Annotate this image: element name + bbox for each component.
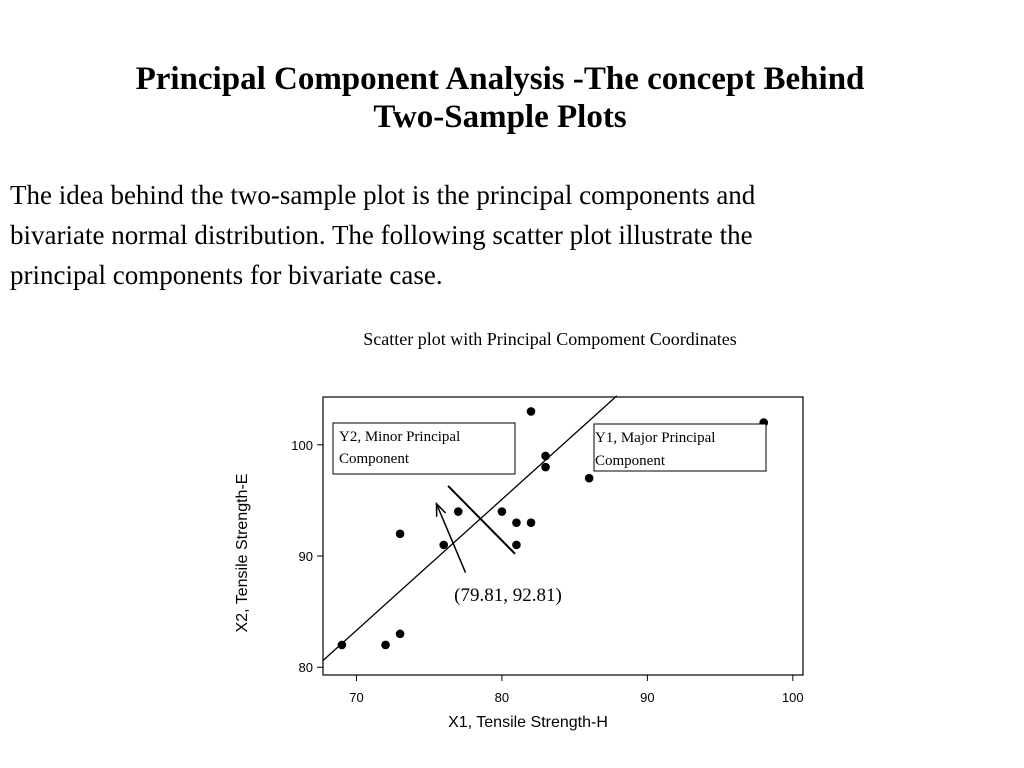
- y-axis-label: X2, Tensile Strength-E: [234, 473, 251, 633]
- minor-component-label: Y2, Minor Principal: [339, 429, 461, 445]
- scatter-chart: [0, 320, 1024, 740]
- paragraph-line: bivariate normal distribution. The following scatter plot illustrate the: [10, 220, 753, 250]
- data-point: [439, 541, 448, 550]
- data-point: [396, 529, 405, 538]
- y-tick-label: 90: [298, 549, 313, 565]
- data-point: [541, 452, 550, 461]
- y-tick-label: 80: [298, 660, 313, 676]
- major-component-label: Y1, Major Principal: [595, 430, 716, 446]
- data-point: [541, 463, 550, 472]
- x-tick-label: 80: [494, 690, 510, 705]
- x-tick-label: 100: [781, 690, 804, 705]
- slide-title-line: Two-Sample Plots: [373, 99, 627, 135]
- x-tick-label: 70: [349, 690, 364, 705]
- slide-title: [0, 60, 1000, 136]
- data-point: [338, 641, 347, 650]
- paragraph-line: The idea behind the two-sample plot is the principal components and: [10, 180, 756, 210]
- data-point: [512, 518, 521, 527]
- axes: [291, 438, 803, 705]
- intro-paragraph: [10, 175, 1010, 295]
- chart-title: Scatter plot with Principal Compoment Coordinates: [363, 329, 737, 349]
- data-point: [512, 541, 521, 550]
- major-component-label: Component: [595, 453, 665, 469]
- data-point: [381, 641, 390, 650]
- data-point: [527, 407, 536, 416]
- slide-title-line: Principal Component Analysis -The concept Behind: [135, 61, 865, 97]
- minor-component-label: Component: [339, 451, 409, 467]
- y-tick-label: 100: [291, 437, 313, 453]
- x-tick-label: 90: [640, 690, 655, 705]
- data-point: [498, 507, 507, 516]
- data-point: [454, 507, 463, 516]
- paragraph-line: principal components for bivariate case.: [10, 260, 443, 290]
- center-point-label: (79.81, 92.81): [454, 585, 562, 606]
- data-point: [585, 474, 594, 483]
- data-point: [527, 518, 536, 527]
- x-axis-label: X1, Tensile Strength-H: [448, 714, 608, 731]
- data-point: [396, 630, 405, 639]
